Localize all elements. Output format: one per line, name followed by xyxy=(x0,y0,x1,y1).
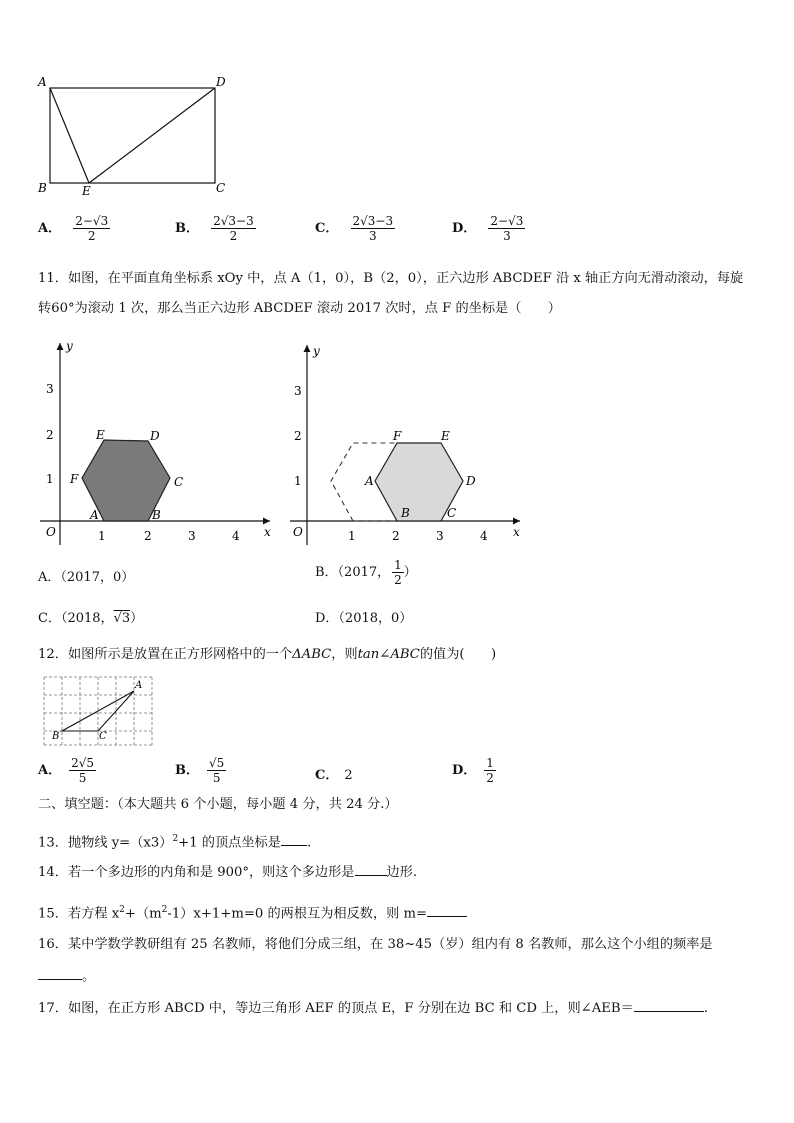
option-fraction xyxy=(73,214,110,243)
option-label: C． xyxy=(315,221,339,236)
answer-blank[interactable] xyxy=(634,999,704,1012)
point-a-label: A xyxy=(135,680,143,691)
q11-option-b[interactable] xyxy=(315,558,417,587)
question-13-suffix: +1 的顶点坐标是 xyxy=(178,835,281,851)
option-fraction xyxy=(211,214,256,243)
option-label: C． xyxy=(315,768,339,783)
option-text-suffix: ） xyxy=(130,611,144,626)
figure-rectangle-abcd xyxy=(34,72,234,197)
rectangle xyxy=(50,88,215,183)
point-e-label: E xyxy=(82,184,91,197)
q12-option-c[interactable] xyxy=(315,764,353,783)
exponent: 2 xyxy=(119,905,125,915)
option-text-suffix: ） xyxy=(403,565,417,580)
question-16-line-2 xyxy=(38,964,758,990)
point-e-label: E xyxy=(441,429,450,443)
point-f-label: F xyxy=(393,429,402,443)
question-14 xyxy=(38,860,758,886)
option-fraction xyxy=(488,214,525,243)
numerator: 1 xyxy=(486,756,494,770)
option-fraction xyxy=(392,558,404,587)
denominator: 3 xyxy=(368,229,377,243)
question-11-line-1: 11．如图，在平面直角坐标系 xOy 中，点 A（1，0），B（2，0），正六边形 ABCDEF 沿 x 轴正方向无滑动滚动，每旋 xyxy=(38,271,744,286)
x-tick-4: 4 xyxy=(480,529,488,543)
y-tick-2: 2 xyxy=(46,428,54,442)
grid-figure-abc xyxy=(42,675,157,750)
question-14-prefix: 14．若一个多边形的内角和是 900°，则这个多边形是 xyxy=(38,865,355,880)
x-tick-2: 2 xyxy=(144,529,152,543)
q11-option-c[interactable] xyxy=(38,607,143,626)
question-12-prefix: 12．如图所示是放置在正方形网格中的一个 xyxy=(38,647,293,662)
option-text-prefix: C．（2018， xyxy=(38,611,114,626)
point-a-label: A xyxy=(365,474,374,488)
numerator: 2√3−3 xyxy=(213,214,254,228)
segment-ae xyxy=(50,88,89,183)
y-axis-label: y xyxy=(66,339,73,353)
y-axis-label: y xyxy=(313,344,320,358)
question-17 xyxy=(38,996,758,1022)
option-fraction xyxy=(351,214,396,243)
point-c-label: C xyxy=(174,475,184,489)
q12-option-a[interactable] xyxy=(38,756,96,785)
answer-blank[interactable] xyxy=(355,863,387,876)
point-a-label: A xyxy=(38,75,47,89)
segment-ed xyxy=(89,88,215,183)
point-b-label: B xyxy=(401,506,410,520)
question-11-line-2: 转60°为滚动 1 次，那么当正六边形 ABCDEF 滚动 2017 次时，点 F 的坐标是（ ） xyxy=(38,301,561,316)
question-17-end: . xyxy=(703,1001,708,1016)
point-d-label: D xyxy=(216,75,226,89)
hexagon-graph-1 xyxy=(30,335,280,550)
question-13 xyxy=(38,826,758,856)
y-tick-3: 3 xyxy=(46,382,54,396)
origin-label: O xyxy=(293,525,303,539)
y-tick-1: 1 xyxy=(294,474,302,488)
y-tick-3: 3 xyxy=(294,384,302,398)
denominator: 2 xyxy=(394,573,402,587)
question-15-mid-2: -1）x+1+m=0 的两根互为相反数，则 m= xyxy=(167,906,428,922)
point-c-label: C xyxy=(216,181,226,195)
x-tick-4: 4 xyxy=(232,529,240,543)
question-15 xyxy=(38,897,758,927)
x-axis-label: x xyxy=(264,525,271,539)
answer-blank[interactable] xyxy=(281,833,307,846)
q11-option-a[interactable]: A．（2017，0） xyxy=(38,570,135,585)
q10-option-d[interactable] xyxy=(452,214,525,243)
q10-option-a[interactable] xyxy=(38,214,110,243)
denominator: 3 xyxy=(503,229,511,243)
point-b-label: B xyxy=(52,731,60,742)
option-label: D． xyxy=(452,221,477,236)
question-12 xyxy=(38,642,758,668)
x-tick-3: 3 xyxy=(436,529,444,543)
triangle-symbol: ΔABC xyxy=(292,647,332,662)
question-13-end: . xyxy=(306,835,312,851)
point-c-label: C xyxy=(99,731,107,742)
question-12-suffix: 的值为( ) xyxy=(419,647,497,662)
point-b-label: B xyxy=(38,181,47,195)
q11-option-d[interactable]: D．（2018，0） xyxy=(315,611,413,626)
denominator: 5 xyxy=(212,771,221,785)
q10-option-c[interactable] xyxy=(315,214,395,243)
question-16 xyxy=(38,932,758,990)
tan-expression: tan∠ABC xyxy=(357,647,420,662)
section-heading-fill-in: 二、填空题：（本大题共 6 个小题，每小题 4 分，共 24 分.） xyxy=(38,797,398,812)
denominator: 2 xyxy=(87,229,96,243)
point-d-label: D xyxy=(466,474,476,488)
answer-blank[interactable] xyxy=(38,967,82,980)
x-tick-3: 3 xyxy=(188,529,196,543)
x-axis-label: x xyxy=(513,525,520,539)
question-15-prefix: 15．若方程 x xyxy=(38,906,120,922)
option-fraction xyxy=(484,756,496,785)
answer-blank[interactable] xyxy=(427,904,467,917)
question-16-end: 。 xyxy=(82,969,96,984)
denominator: 2 xyxy=(486,771,494,785)
point-c-label: C xyxy=(447,506,457,520)
point-a-label: A xyxy=(90,508,99,522)
question-13-prefix: 13．抛物线 y=（x3） xyxy=(38,835,173,851)
question-14-suffix: 边形. xyxy=(386,865,418,880)
origin-label: O xyxy=(46,525,56,539)
numerator: 2√5 xyxy=(71,756,95,770)
question-12-mid: ，则 xyxy=(331,647,358,662)
denominator: 2 xyxy=(229,229,238,243)
exponent: 2 xyxy=(161,905,168,915)
question-11 xyxy=(38,266,758,322)
hexagon-graph-2 xyxy=(285,340,530,550)
option-fraction xyxy=(207,756,226,785)
x-tick-2: 2 xyxy=(392,529,400,543)
question-16-line-1: 16．某中学数学教研组有 25 名教师，将他们分成三组，在 38~45（岁）组内有 8 名教师，那么这个小组的频率是 xyxy=(38,937,713,952)
point-f-label: F xyxy=(70,472,79,486)
point-d-label: D xyxy=(150,429,160,443)
numerator: √5 xyxy=(209,756,225,770)
option-value: 2 xyxy=(344,768,353,783)
option-label: B． xyxy=(175,763,199,778)
denominator: 5 xyxy=(78,771,87,785)
y-tick-2: 2 xyxy=(294,429,302,443)
numerator: 2−√3 xyxy=(490,214,524,228)
question-17-text: 17．如图，在正方形 ABCD 中，等边三角形 AEF 的顶点 E，F 分别在边 BC 和 CD 上，则∠AEB＝ xyxy=(38,1001,634,1016)
option-radical: √3 xyxy=(113,611,131,626)
q12-option-b[interactable] xyxy=(175,756,226,785)
q10-option-b[interactable] xyxy=(175,214,256,243)
option-label: A． xyxy=(38,763,62,778)
option-fraction xyxy=(69,756,96,785)
numerator: 2√3−3 xyxy=(352,214,394,228)
point-e-label: E xyxy=(96,428,105,442)
q12-option-d[interactable] xyxy=(452,756,496,785)
option-label: D． xyxy=(452,763,477,778)
option-label: A． xyxy=(38,221,62,236)
y-tick-1: 1 xyxy=(46,472,54,486)
question-15-mid-1: +（m xyxy=(124,906,162,922)
x-tick-1: 1 xyxy=(348,529,356,543)
exponent: 2 xyxy=(172,834,179,844)
x-tick-1: 1 xyxy=(98,529,106,543)
option-label: B． xyxy=(175,221,199,236)
option-text-prefix: B．（2017， xyxy=(315,565,391,580)
numerator: 2−√3 xyxy=(75,214,109,228)
point-b-label: B xyxy=(152,508,161,522)
numerator: 1 xyxy=(394,558,402,572)
